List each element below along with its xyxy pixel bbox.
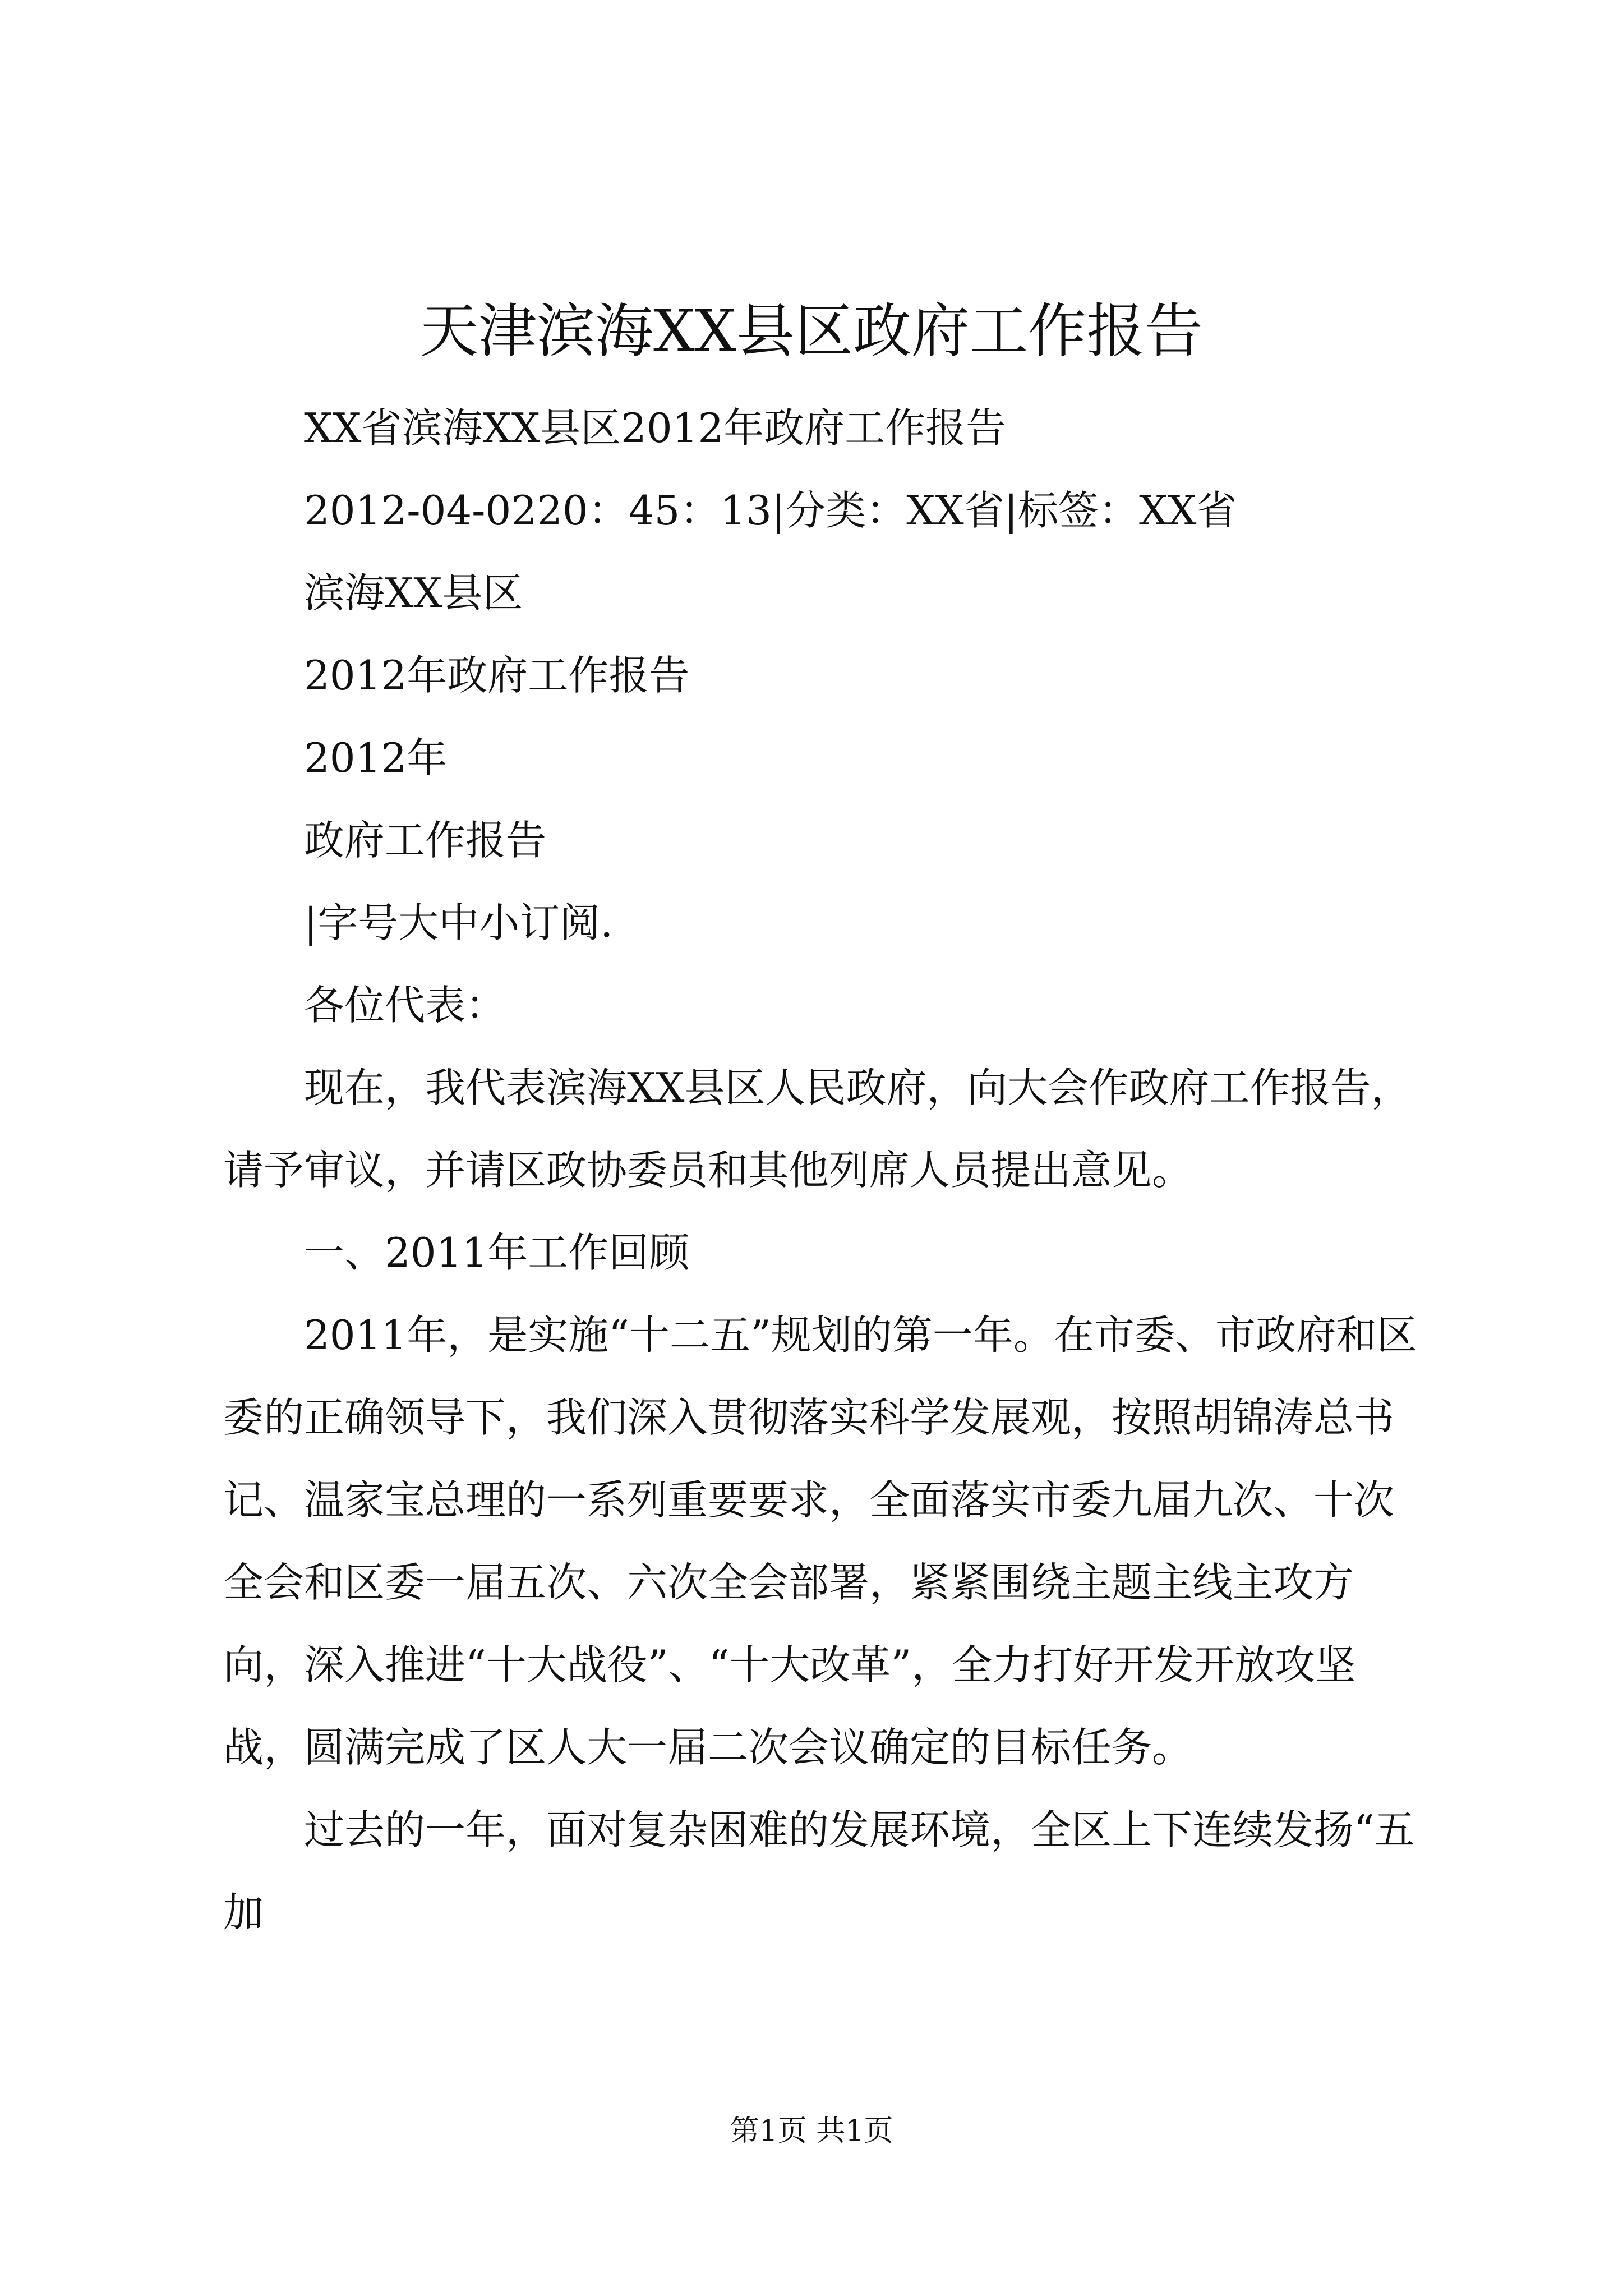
font-size-subscribe-line: |字号大中小订阅. [304,899,614,946]
report-year: 2012年 [304,734,448,781]
report-name: 政府工作报告 [304,817,547,864]
document-title: 天津滨海XX县区政府工作报告 [419,297,1204,365]
salutation: 各位代表： [304,982,506,1029]
report-subtitle: XX省滨海XX县区2012年政府工作报告 [304,404,1007,452]
district-name: 滨海XX县区 [304,569,523,616]
past-year-paragraph: 过去的一年，面对复杂困难的发展环境，全区上下连续发扬“五加 [223,1806,1415,1936]
intro-paragraph: 现在，我代表滨海XX县区人民政府，向大会作政府工作报告，请予审议，并请区政协委员和其他列席人员提出意见。 [223,1064,1412,1194]
report-name-year: 2012年政府工作报告 [304,652,690,699]
section-heading: 一、2011年工作回顾 [304,1229,690,1276]
review-paragraph: 2011年，是实施“十二五”规划的第一年。在市委、市政府和区委的正确领导下，我们深入贯彻落实科学发展观，按照胡锦涛总书记、温家宝总理的一系列重要要求，全面落实市委九届九次、十次全会和区委一届五次、六次全会部署，紧紧围绕主题主线主攻方向，深入推进“十大战役”、“十大改革”，全力打好开发开放攻坚战，圆满完成了区人大一届二次会议确定的目标任务。 [223,1312,1417,1771]
page-footer: 第1页 共1页 [730,2114,893,2148]
post-meta-line: 2012-04-0220：45：13|分类：XX省|标签：XX省 [304,487,1237,534]
document-body [223,387,1429,1954]
